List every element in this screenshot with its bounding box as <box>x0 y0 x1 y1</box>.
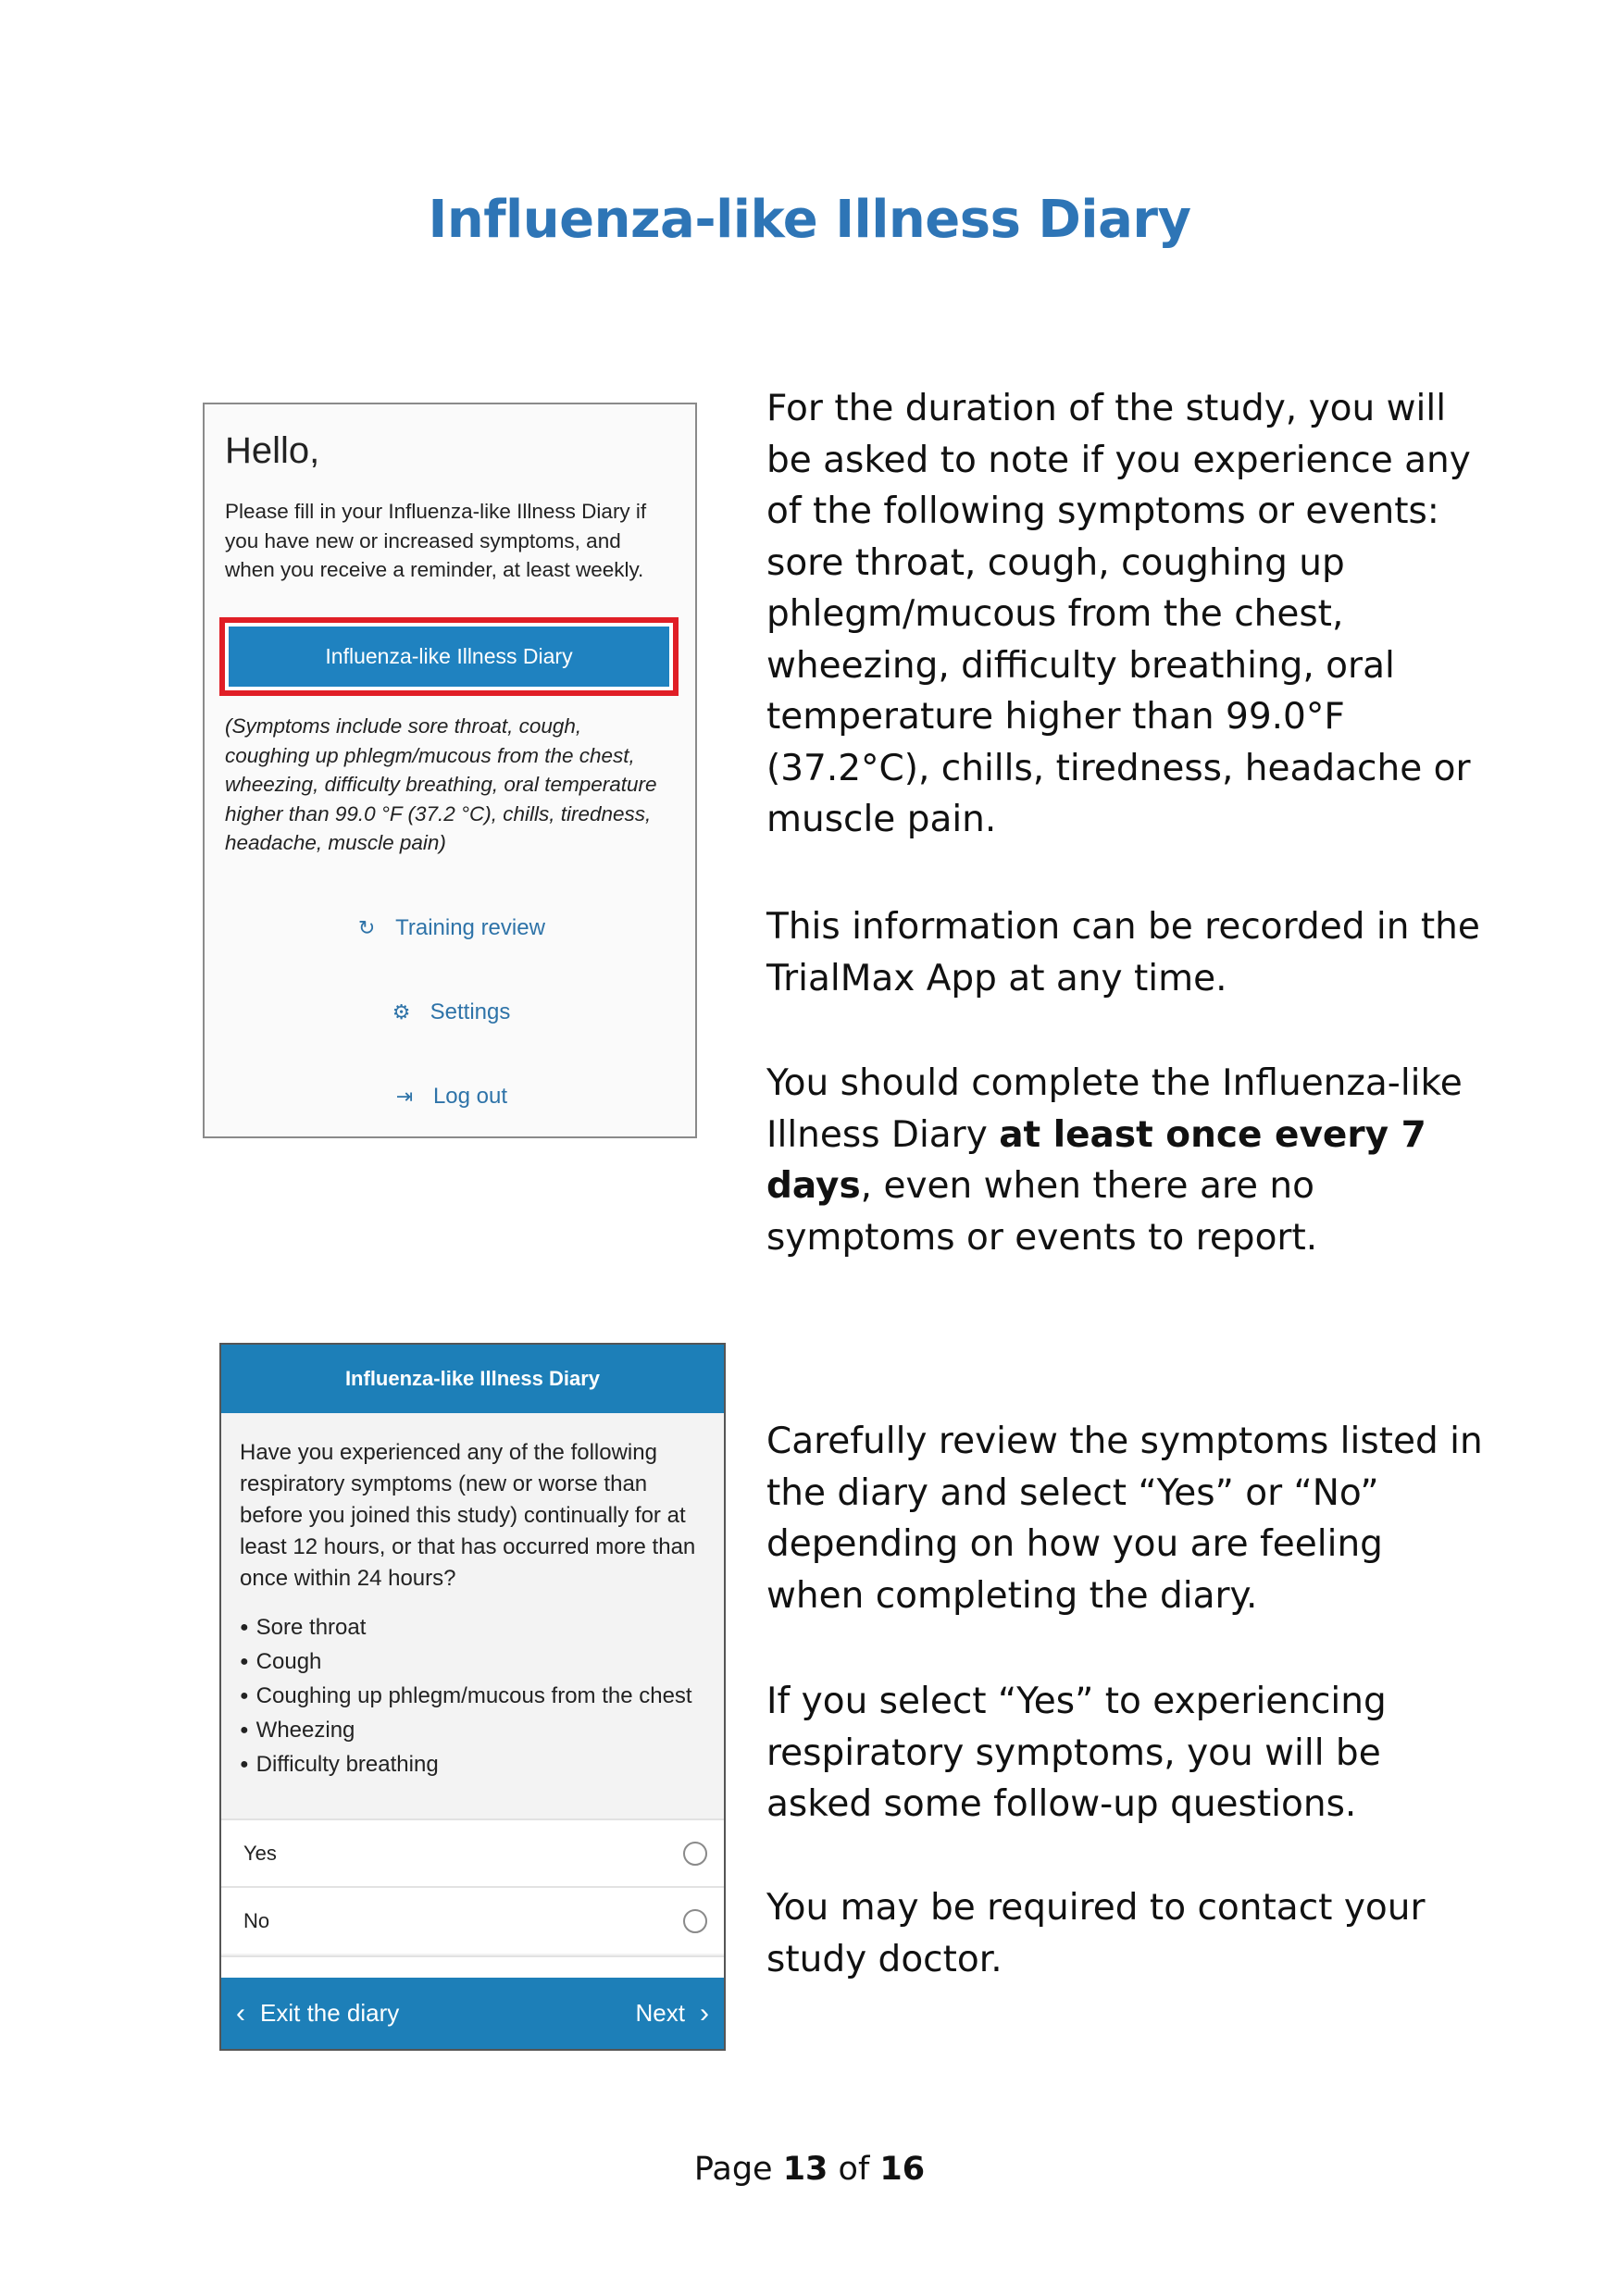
home-intro-text: Please fill in your Influenza-like Illness Diary if you have new or increased symptoms, and when you receive a reminder, at least weekly. <box>225 500 647 581</box>
frequency-text: You should complete the Influenza-like Illness Diary <box>766 1062 1463 1156</box>
settings-link[interactable] <box>205 999 695 1025</box>
logout-link[interactable] <box>205 1084 695 1110</box>
chevron-right-icon: › <box>700 1997 709 2029</box>
exit-diary-label: Exit the diary <box>260 1999 400 2027</box>
option-no-label: No <box>243 1908 270 1932</box>
frequency-emphasis: at least once every 7 days <box>766 1113 1426 1207</box>
diary-header: Influenza-like Illness Diary <box>221 1345 724 1413</box>
frequency-text-end: , even when there are no symptoms or events to report. <box>766 1165 1318 1259</box>
page-number <box>0 2151 1619 2188</box>
yes-radio[interactable] <box>683 1842 707 1866</box>
list-item: ● Sore throat <box>240 1612 712 1646</box>
page-title: Influenza-like Illness Diary <box>428 190 1191 250</box>
logout-label: Log out <box>432 1084 508 1109</box>
no-radio[interactable] <box>683 1909 707 1933</box>
option-no[interactable] <box>221 1886 724 1954</box>
training-review-label: Training review <box>395 915 545 940</box>
exit-diary-button[interactable] <box>236 1999 399 2028</box>
page-prefix: Page <box>693 2151 783 2188</box>
next-label: Next <box>635 1999 685 2027</box>
instruction-paragraph-contact: You may be required to contact your study doctor. <box>766 1887 1426 1980</box>
refresh-icon: ↻ <box>357 916 376 939</box>
list-item: ● Difficulty breathing <box>240 1749 712 1783</box>
options-spacer <box>221 1955 724 1980</box>
instruction-paragraph-followup: If you select “Yes” to experiencing respiratory symptoms, you will be asked some follow-up questions. <box>766 1681 1387 1825</box>
gear-icon: ⚙ <box>392 1000 411 1024</box>
greeting: Hello, <box>225 430 320 471</box>
diary-question-screenshot <box>219 1343 726 2051</box>
chevron-left-icon: ‹ <box>236 1997 245 2029</box>
list-item: ● Coughing up phlegm/mucous from the chest <box>240 1681 712 1715</box>
logout-icon: ⇥ <box>395 1085 414 1108</box>
symptom-list <box>240 1612 712 1783</box>
instruction-paragraph-frequency <box>766 1058 1488 1263</box>
open-diary-button[interactable]: Influenza-like Illness Diary <box>229 627 669 687</box>
next-button[interactable] <box>636 1999 709 2028</box>
total-pages: 16 <box>879 2151 926 2188</box>
diary-button-highlight <box>219 617 679 696</box>
instruction-paragraph-trialmax: This information can be recorded in the TrialMax App at any time. <box>766 906 1480 999</box>
option-yes[interactable] <box>221 1818 724 1886</box>
current-page: 13 <box>782 2151 828 2188</box>
settings-label: Settings <box>430 999 511 1024</box>
list-item: ● Wheezing <box>240 1715 712 1749</box>
training-review-link[interactable] <box>205 915 695 941</box>
instruction-paragraph-review: Carefully review the symptoms listed in the diary and select “Yes” or “No” depending on how you are feeling when completing the diary. <box>766 1421 1483 1617</box>
page-separator: of <box>828 2151 880 2188</box>
option-yes-label: Yes <box>243 1841 277 1865</box>
home-screen-screenshot <box>203 403 697 1138</box>
list-item: ● Cough <box>240 1646 712 1681</box>
symptoms-note: (Symptoms include sore throat, cough, coughing up phlegm/mucous from the chest, wheezing, difficulty breathing, oral temperature higher than 99.0 °F (37.2 °C), chills, tiredness, headache, muscle pain) <box>225 714 657 854</box>
diary-footer <box>221 1978 724 2049</box>
diary-question: Have you experienced any of the following respiratory symptoms (new or worse than before you joined this study) continually for at least 12 hours, or that has occurred more than once within 24 hours? <box>240 1440 696 1591</box>
instruction-paragraph-duration: For the duration of the study, you will be asked to note if you experience any of the following symptoms or events: sore throat, cough, coughing up phlegm/mucous from the chest, wheezing, difficulty breathing, oral temperature higher than 99.0°F (37.2°C), chills, tiredness, headache or muscle pain. <box>766 388 1471 840</box>
